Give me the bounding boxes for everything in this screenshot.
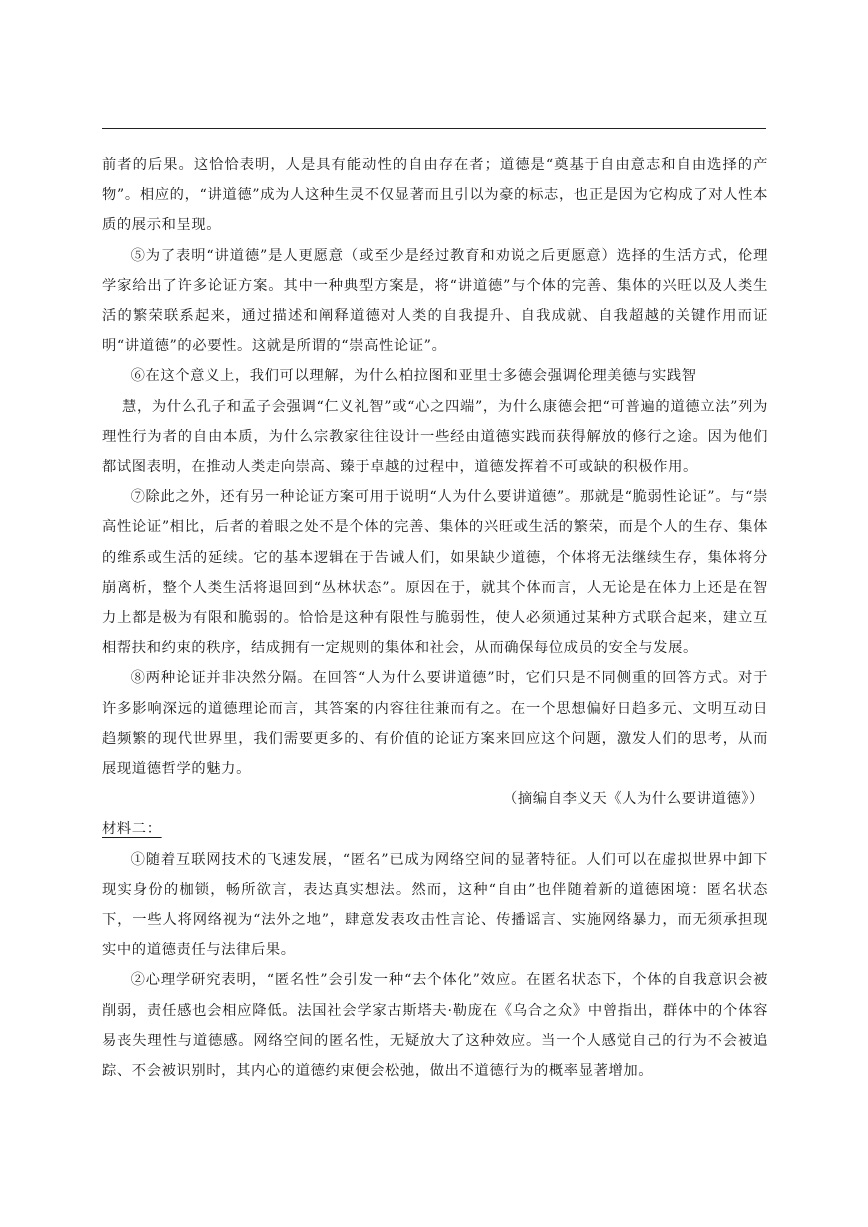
- header-rule: [102, 128, 766, 129]
- paragraph-6-continued: 慧，为什么孔子和孟子会强调“仁义礼智”或“心之四端”，为什么康德会把“可普遍的道德立法”列为理性行为者的自由本质，为什么宗教家往往设计一些经由道德实践而获得解放的修行之途。因为他们都试图表明，在推动人类走向崇高、臻于卓越的过程中，道德发挥着不可或缺的积极作用。: [102, 398, 768, 476]
- paragraph-5: ⑤为了表明“讲道德”是人更愿意（或至少是经过教育和劝说之后更愿意）选择的生活方式，伦理学家给出了许多论证方案。其中一种典型方案是，将“讲道德”与个体的完善、集体的兴旺以及人类生活的繁荣联系起来，通过描述和阐释道德对人类的自我提升、自我成就、自我超越的关键作用而证明“讲道德”的必要性。这就是所谓的“崇高性论证”。: [102, 247, 768, 355]
- source-citation: （摘编自李义天《人为什么要讲道德》）: [503, 791, 764, 808]
- paragraph-7: ⑦除此之外，还有另一种论证方案可用于说明“人为什么要讲道德”。那就是“脆弱性论证”。与“崇高性论证”相比，后者的着眼之处不是个体的完善、集体的兴旺或生活的繁荣，而是个人的生存、集体的维系或生活的延续。它的基本逻辑在于告诫人们，如果缺少道德，个体将无法继续生存，集体将分崩离析，整个人类生活将退回到“丛林状态”。原因在于，就其个体而言，人无论是在体力上还是在智力上都是极为有限和脆弱的。恰恰是这种有限性与脆弱性，使人必须通过某种方式联合起来，建立互相帮扶和约束的秩序，结成拥有一定规则的集体和社会，从而确保每位成员的安全与发展。: [102, 489, 768, 657]
- material-2-title: 材料二：: [102, 821, 162, 838]
- paragraph-8: ⑧两种论证并非决然分隔。在回答“人为什么要讲道德”时，它们只是不同侧重的回答方式。对于许多影响深远的道德理论而言，其答案的内容往往兼而有之。在一个思想偏好日趋多元、文明互动日趋频繁的现代世界里，我们需要更多的、有价值的论证方案来回应这个问题，激发人们的思考，从而展现道德哲学的魅力。: [102, 670, 768, 778]
- paragraph-6: ⑥在这个意义上，我们可以理解，为什么柏拉图和亚里士多德会强调伦理美德与实践智: [130, 368, 697, 385]
- material-2-paragraph-2: ②心理学研究表明，“匿名性”会引发一种“去个体化”效应。在匿名状态下，个体的自我意识会被削弱，责任感也会相应降低。法国社会学家古斯塔夫·勒庞在《乌合之众》中曾指出，群体中的个体容易丧失理性与道德感。网络空间的匿名性，无疑放大了这种效应。当一个人感觉自己的行为不会被追踪、不会被识别时，其内心的道德约束便会松弛，做出不道德行为的概率显著增加。: [102, 972, 768, 1080]
- article-body: [102, 150, 768, 1086]
- paragraph-continuation: 前者的后果。这恰恰表明，人是具有能动性的自由存在者；道德是“奠基于自由意志和自由选择的产物”。相应的，“讲道德”成为人这种生灵不仅显著而且引以为豪的标志，也正是因为它构成了对人性本质的展示和呈现。: [102, 157, 768, 234]
- material-2-paragraph-1: ①随着互联网技术的飞速发展，“匿名”已成为网络空间的显著特征。人们可以在虚拟世界中卸下现实身份的枷锁，畅所欲言，表达真实想法。然而，这种“自由”也伴随着新的道德困境：匿名状态下，一些人将网络视为“法外之地”，肆意发表攻击性言论、传播谣言、实施网络暴力，而无须承担现实中的道德责任与法律后果。: [102, 851, 768, 959]
